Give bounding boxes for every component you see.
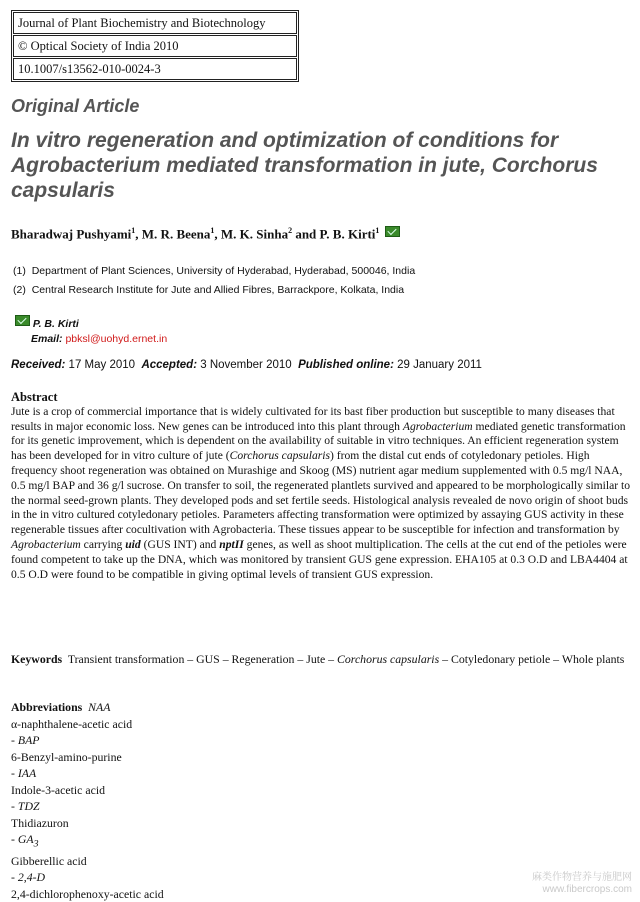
abbreviation-definition: Gibberellic acid [11, 853, 87, 868]
author-name[interactable]: P. B. Kirti [319, 226, 376, 242]
abbreviation-definition: Indole-3-acetic acid [11, 782, 105, 797]
abstract-heading: Abstract [11, 390, 58, 404]
affiliation-item [13, 281, 415, 300]
abstract-italic: Corchorus capsularis [229, 449, 330, 463]
journal-name: Journal of Plant Biochemistry and Biotechnology [13, 12, 297, 34]
abbreviation-definition: 6-Benzyl-amino-purine [11, 749, 122, 764]
author-and: and [292, 226, 320, 242]
abbreviation-term: - TDZ [11, 799, 40, 813]
keywords-section [11, 652, 631, 667]
article-title: In vitro regeneration and optimization of conditions for Agrobacterium mediated transformation in jute, Corchorus capsularis [11, 129, 598, 202]
author-affiliation-marker: 1 [210, 226, 215, 235]
doi[interactable]: 10.1007/s13562-010-0024-3 [13, 58, 297, 80]
abstract-italic: Agrobacterium [11, 537, 81, 551]
site-watermark [532, 872, 632, 896]
watermark-line: www.fibercrops.com [542, 884, 632, 895]
received-date: 17 May 2010 [68, 359, 136, 371]
journal-info-box [11, 10, 299, 82]
abbreviation-term: - 2,4-D [11, 870, 46, 885]
affiliation-text: Central Research Institute for Jute and Allied Fibres, Barrackpore, Kolkata, India [31, 284, 405, 296]
published-label: Published online: [298, 359, 394, 371]
abbreviation-definition: α-naphthalene-acetic acid [11, 716, 133, 731]
abbreviation-definition: Thidiazuron [11, 815, 69, 830]
received-label: Received: [11, 359, 66, 371]
abstract-text: carrying [80, 537, 126, 551]
email-link[interactable]: pbksl@uohyd.ernet.in [65, 333, 168, 345]
author-separator: , [214, 226, 221, 242]
affiliation-text: Department of Plant Sciences, University of Hyderabad, Hyderabad, 500046, India [31, 265, 416, 277]
abstract-gene: uid [125, 537, 141, 551]
abbreviations-section [11, 699, 164, 902]
abstract-text: (GUS INT) and [140, 537, 220, 551]
email-label: Email: [31, 333, 63, 345]
mail-icon[interactable] [385, 226, 400, 237]
abstract-text: ) from the distal cut ends of cotyledonary petioles. High frequency shoot regeneration was obtained on Murashige and Skoog (MS) nutrient agar medium supplemented with 0.5 mg/l NAA, 0.5 mg/l BAP and 36 g/l sucrose. On transfer to soil, the regenerated plantlets survived and appeared to be morphologically similar to the normal seed-grown plants. They developed pods and set fertile seeds. Histological analysis revealed de novo origin of shoot buds in the in vitro cultured cotyledonary petioles. Parameters affecting transformation were optimized by assaying GUS activity in these regenerable tissues after cocultivation with Agrobacteria. These tissues appear to be susceptible for infection and transformation by [11, 449, 631, 537]
abstract-text: Jute is a crop of commercial importance that is widely cultivated for its bast fiber production but susceptible to many diseases that results in major economic loss. New genes can be introduced into this plant through [11, 404, 615, 433]
author-separator: , [135, 226, 142, 242]
abstract-text: genes, as well as shoot multiplication. The cells at the cut end of the petioles were found competent to take up the DNA, which was monitored by transient GUS gene expression. EHA105 at 0.3 O.D and LBA4404 at 0.5 O.D were found to be compatible in giving optimal levels of transient GUS expression. [11, 537, 628, 581]
abbreviation-subscript: 3 [33, 838, 39, 850]
abbreviation-term: - BAP [11, 733, 40, 747]
article-type: Original Article [11, 96, 140, 116]
abstract-body [11, 405, 631, 583]
abbreviation-term: - IAA [11, 766, 37, 780]
keywords-italic: Corchorus capsularis [337, 652, 440, 666]
abstract-section [11, 390, 631, 582]
accepted-date: 3 November 2010 [200, 359, 292, 371]
affiliation-item [13, 262, 415, 281]
affiliation-list [13, 262, 415, 300]
author-name[interactable]: Bharadwaj Pushyami [11, 226, 132, 242]
author-affiliation-marker: 1 [375, 226, 380, 235]
abbreviation-term: - GA [11, 832, 34, 846]
accepted-label: Accepted: [141, 359, 198, 371]
published-date: 29 January 2011 [397, 359, 482, 371]
affiliation-number: (2) [13, 284, 26, 296]
author-name[interactable]: M. K. Sinha [220, 226, 289, 242]
keywords-text: Transient transformation – GUS – Regeneration – Jute – [67, 652, 338, 666]
mail-icon[interactable] [15, 315, 30, 326]
corresponding-author: P. B. Kirti [32, 318, 79, 330]
author-list [11, 226, 400, 242]
correspondence-block [13, 315, 167, 347]
abbreviation-definition: 2,4-dichlorophenoxy-acetic acid [11, 886, 164, 901]
abstract-text: mediated genetic transformation for its genetic improvement, which is dependent on the availability of suitable in vitro techniques. An efficient regeneration system has been developed for in vitro culture of jute ( [11, 419, 626, 463]
copyright-notice: © Optical Society of India 2010 [13, 35, 297, 57]
author-name[interactable]: M. R. Beena [141, 226, 211, 242]
keywords-text: – Cotyledonary petiole – Whole plants [439, 652, 625, 666]
abbreviation-term: NAA [88, 700, 111, 714]
author-affiliation-marker: 2 [288, 226, 293, 235]
affiliation-number: (1) [13, 265, 26, 277]
abstract-italic: Agrobacterium [402, 419, 473, 433]
publication-dates [11, 359, 482, 371]
watermark-line: 麻类作物营养与施肥网 [532, 872, 632, 883]
author-affiliation-marker: 1 [131, 226, 136, 235]
keywords-heading: Keywords [11, 652, 63, 666]
abstract-gene: nptII [219, 537, 244, 551]
abbreviations-heading: Abbreviations [11, 700, 83, 714]
